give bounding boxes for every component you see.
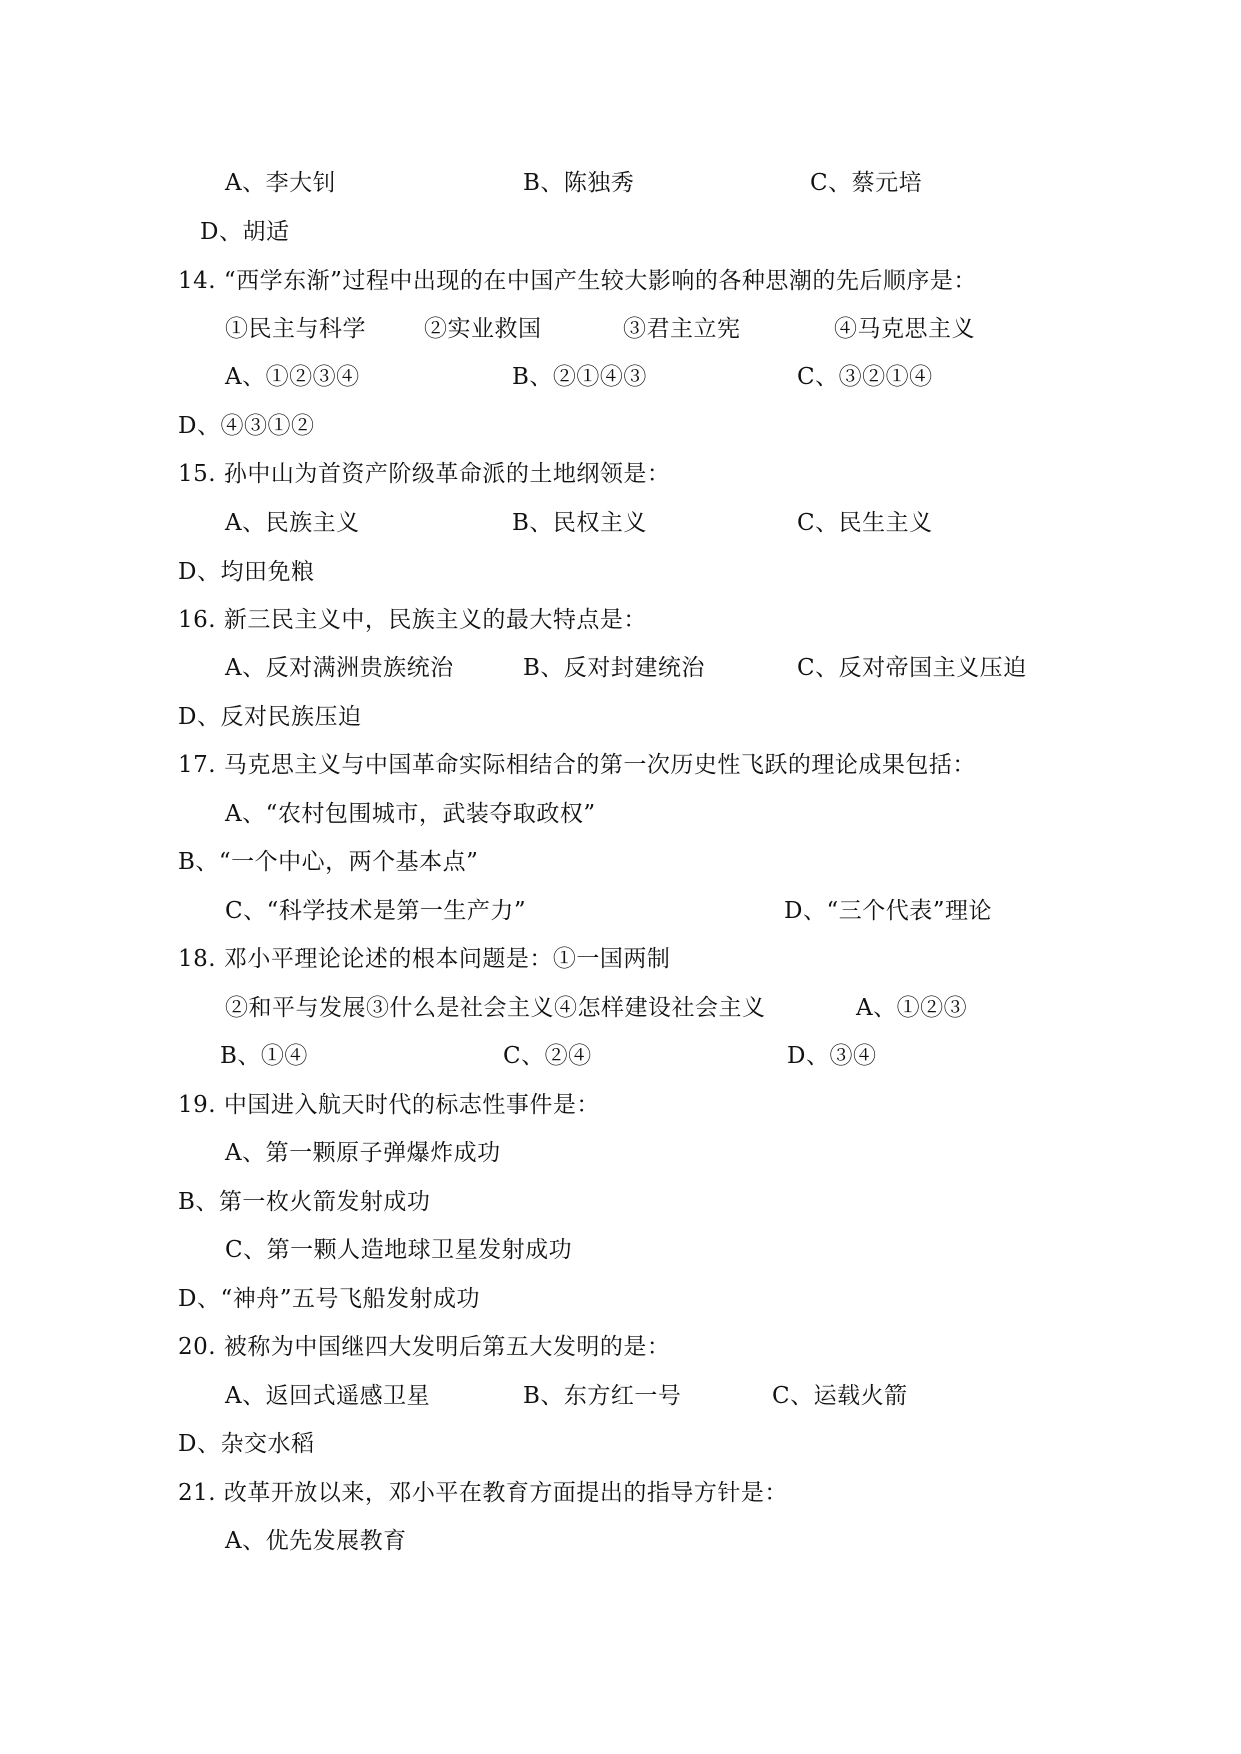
text-line: C、民生主义	[797, 510, 933, 536]
text-line: ①民主与科学	[225, 316, 366, 342]
text-line: A、反对满洲贵族统治	[225, 655, 454, 681]
text-line: B、“一个中心，两个基本点”	[178, 849, 479, 875]
text-line: A、返回式遥感卫星	[225, 1383, 431, 1409]
text-line: B、东方红一号	[523, 1383, 682, 1409]
text-line: C、第一颗人造地球卫星发射成功	[225, 1237, 573, 1263]
text-line: 17. 马克思主义与中国革命实际相结合的第一次历史性飞跃的理论成果包括：	[178, 752, 976, 778]
text-line: ②实业救国	[424, 316, 542, 342]
text-line: C、②④	[503, 1043, 592, 1069]
text-line: C、反对帝国主义压迫	[797, 655, 1027, 681]
text-line: D、均田免粮	[178, 559, 315, 585]
text-line: ③君主立宪	[623, 316, 741, 342]
text-line: A、第一颗原子弹爆炸成功	[225, 1140, 501, 1166]
text-line: D、胡适	[200, 219, 290, 245]
text-line: A、民族主义	[225, 510, 360, 536]
text-line: D、④③①②	[178, 413, 315, 439]
text-line: 15. 孙中山为首资产阶级革命派的土地纲领是：	[178, 461, 671, 487]
text-line: B、第一枚火箭发射成功	[178, 1189, 431, 1215]
text-line: A、“农村包围城市，武装夺取政权”	[225, 801, 596, 827]
text-line: A、①②③	[856, 995, 968, 1021]
text-line: C、“科学技术是第一生产力”	[225, 898, 527, 924]
text-line: 14. “西学东渐”过程中出现的在中国产生较大影响的各种思潮的先后顺序是：	[178, 268, 977, 294]
text-line: 20. 被称为中国继四大发明后第五大发明的是：	[178, 1334, 671, 1360]
text-line: C、运载火箭	[772, 1383, 908, 1409]
text-line: D、杂交水稻	[178, 1431, 315, 1457]
text-line: D、③④	[787, 1043, 877, 1069]
text-line: ②和平与发展③什么是社会主义④怎样建设社会主义	[225, 995, 766, 1021]
text-line: 16. 新三民主义中，民族主义的最大特点是：	[178, 607, 647, 633]
text-line: B、民权主义	[512, 510, 647, 536]
text-line: A、李大钊	[225, 170, 337, 196]
text-line: B、陈独秀	[523, 170, 635, 196]
text-line: B、①④	[220, 1043, 308, 1069]
text-line: C、蔡元培	[810, 170, 923, 196]
text-line: C、③②①④	[797, 364, 933, 390]
text-line: A、①②③④	[225, 364, 360, 390]
text-line: B、反对封建统治	[523, 655, 705, 681]
text-line: A、优先发展教育	[225, 1528, 407, 1554]
text-line: D、“神舟”五号飞船发射成功	[178, 1286, 480, 1312]
text-line: B、②①④③	[512, 364, 647, 390]
text-line: 18. 邓小平理论论述的根本问题是：①一国两制	[178, 946, 671, 972]
text-line: D、反对民族压迫	[178, 704, 362, 730]
text-line: 21. 改革开放以来，邓小平在教育方面提出的指导方针是：	[178, 1480, 788, 1506]
text-line: D、“三个代表”理论	[784, 898, 992, 924]
text-line: 19. 中国进入航天时代的标志性事件是：	[178, 1092, 600, 1118]
text-line: ④马克思主义	[834, 316, 975, 342]
